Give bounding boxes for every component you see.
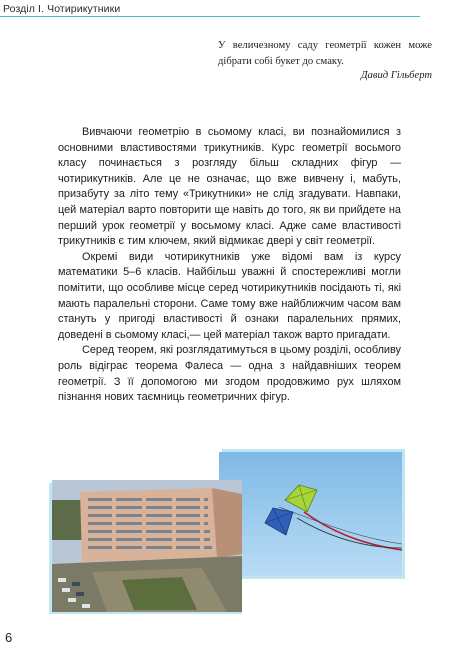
page-header [0,0,455,18]
section-title: Розділ І. Чотирикутники [3,3,121,15]
epigraph-author: Давид Гільберт [360,70,432,81]
body-text [58,125,401,406]
building-photo [52,480,242,612]
photo-frame-right [402,452,405,579]
kite-photo [219,452,402,576]
header-divider [0,16,420,17]
epigraph-quote: У величезному саду геометрії кожен може дібрати собі букет до смаку. [218,40,432,67]
paragraph-2: Окремі види чотирикутників уже відомі вам із курсу математики 5–6 класів. Найбільш уважні й спостережливі могли помітити, що особливе місце серед чотирикутників посідають ті, які мають паралельні сторони. Саме тому вже найближчим часом вам стануть у пригоді властивості й ознаки паралельних прямих, доведені в сьомому класі,— цей матеріал також варто пригадати. [58,250,401,341]
photo-frame-bottom [219,576,405,579]
paragraph-3: Серед теорем, які розглядатимуться в цьому розділі, особливу роль відіграє теорема Фалеса — одна з найдавніших теорем геометрії. З її допомогою ми згодом продовжимо рух шляхом пізнання нових таємниць геометричних фігур. [58,344,401,404]
paragraph-1: Вивчаючи геометрію в сьомому класі, ви познайомилися з основними властивостями трикутників. Курс геометрії восьмого класу починається з розгляду більш складних фігур — чотирикутників. Але це не означає, що вже вивчену і, мабуть, призабуту за літо тему «Трикутники» не слід згадувати. Навпаки, цей матеріал варто повторити ще навіть до того, як ви прийдете на перший урок геометрії у восьмому класі. Адже саме властивості трикутників є тим ключем, який відмикає двері у світ геометрії. [58,126,401,248]
page-number: 6 [5,630,13,645]
